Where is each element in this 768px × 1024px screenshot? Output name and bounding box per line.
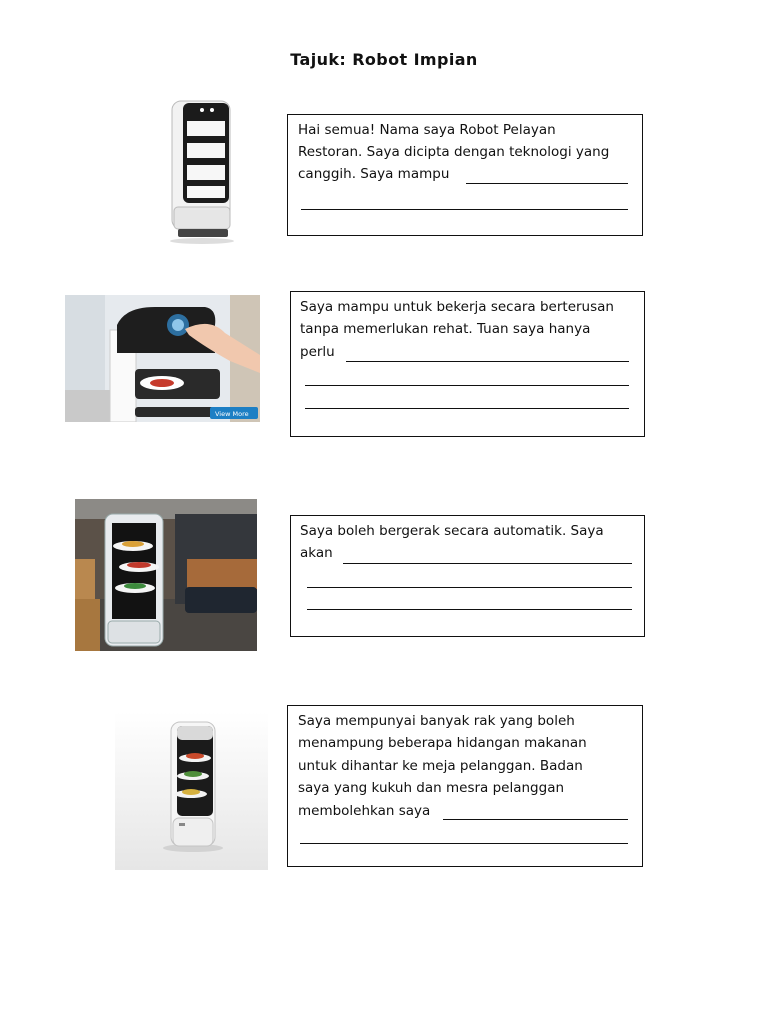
box-2-line-2: tanpa memerlukan rehat. Tuan saya hanya (300, 321, 591, 337)
box-2-line-1: Saya mampu untuk bekerja secara berterusan (300, 299, 614, 315)
text-box-3 (290, 515, 645, 637)
box-4-line-4: saya yang kukuh dan mesra pelanggan (298, 780, 565, 796)
box-3-line-2: akan (300, 545, 333, 561)
view-more-button-label: View More (215, 410, 249, 418)
box-1-line-2: Restoran. Saya dicipta dengan teknologi yang (298, 144, 610, 160)
worksheet-title: Tajuk: Robot Impian (290, 50, 478, 69)
robot-image-3 (75, 499, 257, 651)
box-4-line-2: menampung beberapa hidangan makanan (298, 735, 587, 751)
box-4-line-3: untuk dihantar ke meja pelanggan. Badan (298, 758, 583, 774)
answer-line[interactable] (466, 183, 628, 184)
answer-line[interactable] (305, 385, 629, 386)
box-1-line-3: canggih. Saya mampu (298, 166, 450, 182)
answer-line[interactable] (300, 843, 628, 844)
answer-line[interactable] (305, 408, 629, 409)
answer-line[interactable] (346, 361, 629, 362)
box-4-line-5: membolehkan saya (298, 803, 431, 819)
answer-line[interactable] (307, 609, 632, 610)
box-3-line-1: Saya boleh bergerak secara automatik. Saya (300, 523, 604, 539)
answer-line[interactable] (301, 209, 628, 210)
text-box-2 (290, 291, 645, 437)
text-box-4 (287, 705, 643, 867)
answer-line[interactable] (307, 587, 632, 588)
box-4-line-1: Saya mempunyai banyak rak yang boleh (298, 713, 575, 729)
answer-line[interactable] (443, 819, 628, 820)
box-2-line-3: perlu (300, 344, 335, 360)
text-box-1 (287, 114, 643, 236)
robot-image-4 (115, 712, 268, 870)
robot-image-2 (65, 295, 260, 422)
box-1-line-1: Hai semua! Nama saya Robot Pelayan (298, 122, 556, 138)
answer-line[interactable] (343, 563, 632, 564)
robot-image-1 (150, 95, 255, 245)
